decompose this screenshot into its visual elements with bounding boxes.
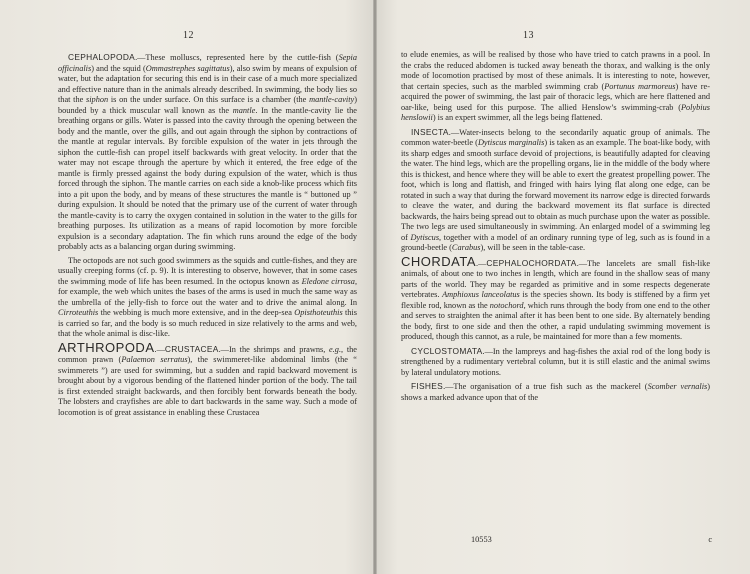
section-heading: ARTHROPODA <box>58 339 155 355</box>
signature-letter: c <box>708 535 712 544</box>
page-number: 12 <box>183 30 194 41</box>
paragraph-fishes: FISHES.—The organisation of a true fish such as the mackerel (Scomber vernalis) shows a marked advance upon that of the <box>401 381 711 402</box>
right-page <box>375 0 750 574</box>
printer-signature: 10553 <box>471 535 492 544</box>
paragraph-octopods: The octopods are not such good swimmers as the squids and cuttle-fishes, and they are usually creeping forms (cf. p. 9). It is interesting to observe, however, that in some cases the swimming mode of life has been resumed. In the octopus known as Eledone cirrosa, for example, the web which unites the bases of the arms is used in much the same way as the umbrella of the jelly-fish to force out the water and to drive the animal along. In Cirroteuthis the webbing is much more extensive, and in the deep-sea Opisthoteuthis this is carried so far, and the body is so much reduced in size relatively to the arms and web, that the whole animal is disc-like. <box>58 255 358 338</box>
paragraph-arthropoda: ARTHROPODA.—CRUSTACEA.—In the shrimps and prawns, e.g., the common prawn (Palaemon serratus), the swimmeret-like abdominal limbs (the “ swimmerets ”) are used for swimming, but a sudden and rapid backward movement is brought about by a vigorous bending of the flattened hinder portion of the body. The tail is first extended straight backwards, and then forcibly bent forwards beneath the body. The lobsters and crayfishes are able to dart backwards in the same way. Such a mode of locomotion is of great assistance in enabling these Crustacea <box>58 339 357 417</box>
paragraph-crustacea-continued: to elude enemies, as will be realised by those who have tried to catch prawns in a pool. In the crabs the reduced abdomen is tucked away beneath the thorax, and walking is the only mode of locomotion practised by most of these animals. It is interesting to note, however, that certain species, such as the marbled swimming crab (Portunus marmoreus) have re-acquired the power of swimming, the last pair of thoracic legs, which are here flattened and oar-like, being used for this purpose. The allied Henslow’s swimming-crab (Polybius henslowii) is an expert swimmer, all the legs being flattened. <box>401 50 710 122</box>
book-gutter <box>373 0 377 574</box>
paragraph-insecta: INSECTA.—Water-insects belong to the secondarily aquatic group of animals. The common water-beetle (Dytiscus marginalis) is taken as an example. The boat-like body, with its sharp edges and smooth surface devoid of projections, is beautifully adapted for cleaving the water. The hind legs, which are the propelling organs, lie in the middle of the body where this is thickest, and hence where they will be able to exert the greatest propelling power. The foot, which is long and flattish, and fringed with hairs lying flat along one edge, can be rotated in such a way that during the forward movement its narrow edge is directed forwards to cleave the water, and during the backward movement its flat surface is directed backwards, the hairs being spread out to obtain as much purchase upon the water as possible. The two legs are used simultaneously in swimming. An enlarged model of a swimming leg of Dytiscus, together with a model of an ordinary running type of leg, such as is found in a ground-beetle (Carabus), will be seen in the table-case. <box>401 126 710 252</box>
paragraph-cephalopoda: CEPHALOPODA.—These molluscs, represented here by the cuttle-fish (Sepia officinalis) and the squid (Ommastrephes sagittatus), also swim by means of expulsion of water, but the adaptation for securing this end is in their case of a much more specialized and effective nature than in the animals already described. In swimming, the body lies so that the siphon is on the under surface. On this surface is a chamber (the mantle-cavity) bounded by a thick muscular wall known as the mantle. In the mantle-cavity lie the breathing organs or gills. Water is passed into the cavity through the opening between the body and the mantle, over the gills, and out again through the siphon by contractions of the mantle at regular intervals. By forcible expulsion of the water in jets through the siphon the cuttle-fish can propel itself backwards with great velocity. In order that the water may not escape through the aperture by which it entered, the free edge of the mantle is firmly pressed against the body during expulsion of the water, which is thus forced through the siphon. The mantle carries on each side a knob-like process which fits into a pit upon the body, and by means of these structures the mantle is “ buttoned up ” during expulsion. It should be noted that the primary use of the current of water through the mantle-cavity is to carry the oxygen contained in solution in the water to the gills for breathing purposes. Its utilization as a means of rapid locomotion by more forcible expulsion is a secondary adaptation. The fin which runs around the edge of the body probably acts as a balancing organ during swimming. <box>58 52 357 251</box>
paragraph-chordata: CHORDATA.—CEPHALOCHORDATA.—The lancelets are small fish-like animals, of about one to two inches in length, which are found in the shallow seas of many parts of the world. They may be regarded as primitive and in some respects degenerate vertebrates. Amphioxus lanceolatus is the species shown. Its body is stiffened by a firm yet flexible rod, known as the notochord, which runs through the body from one end to the other and serves to straighten the animal after it has been bent to one side. By alternately bending the body, first to one side and then the other, a rapid undulating swimming movement is produced, though this cannot, as a rule, be maintained for more than a few moments. <box>401 253 710 341</box>
page-number: 13 <box>523 30 534 41</box>
section-heading: CHORDATA <box>401 253 477 269</box>
paragraph-cyclostomata: CYCLOSTOMATA.—In the lampreys and hag-fishes the axial rod of the long body is strengthened by a rudimentary vertebral column, but it is still elastic and the animal swims by lateral undulatory motions. <box>401 345 710 377</box>
